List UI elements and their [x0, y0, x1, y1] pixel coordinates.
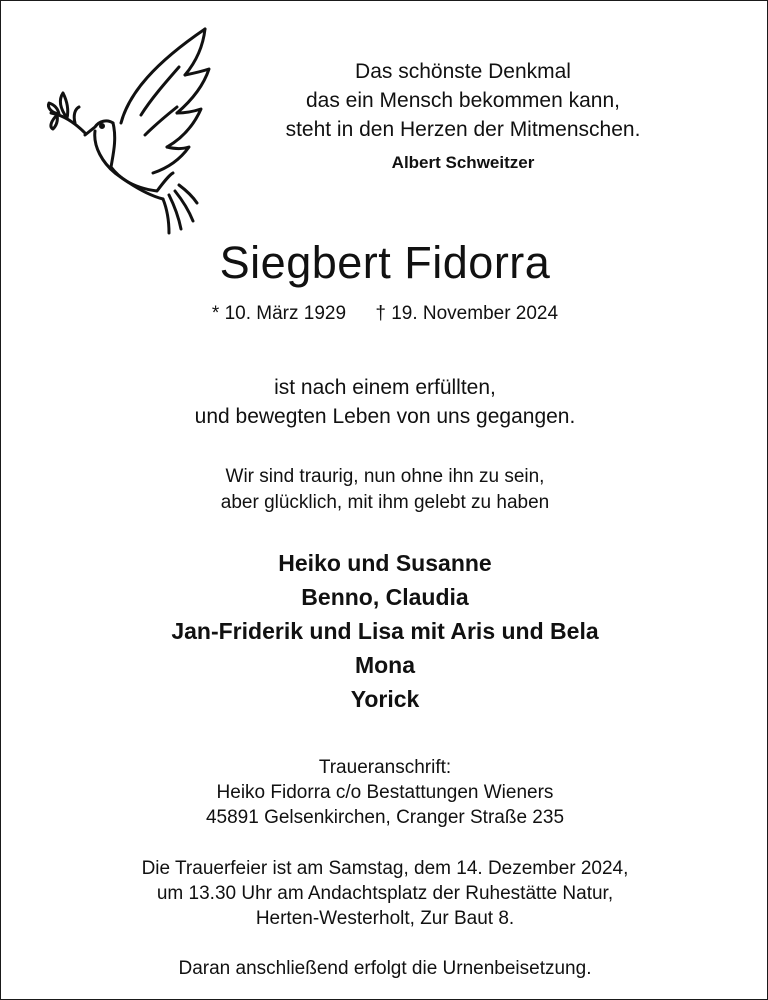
address-line: Traueranschrift:: [318, 757, 452, 778]
life-dates: [1, 303, 768, 325]
family-list: [1, 546, 768, 716]
address-line: Heiko Fidorra c/o Bestattungen Wieners: [216, 782, 554, 803]
text-line: Wir sind traurig, nun ohne ihn zu sein,: [225, 466, 545, 487]
family-member: Mona: [354, 652, 416, 678]
family-member: Benno, Claudia: [301, 584, 469, 610]
ceremony-info: [1, 856, 768, 931]
quote-block: [253, 57, 673, 177]
text-line: aber glücklich, mit ihm gelebt zu haben: [220, 492, 550, 513]
dove-icon: [45, 23, 225, 238]
ceremony-line: Die Trauerfeier ist am Samstag, dem 14. Dezember 2024,: [141, 858, 629, 879]
family-member: Heiko und Susanne: [278, 550, 492, 576]
mourning-address: [1, 755, 768, 830]
deceased-name: Siegbert Fidorra: [219, 237, 551, 288]
ceremony-line: Herten-Westerholt, Zur Baut 8.: [255, 908, 515, 929]
ceremony-line: um 13.30 Uhr am Andachtsplatz der Ruhestätte Natur,: [156, 883, 614, 904]
family-member: Jan-Friderik und Lisa mit Aris und Bela: [171, 618, 599, 644]
quote-line: Das schönste Denkmal: [355, 60, 571, 83]
quote-line: das ein Mensch bekommen kann,: [305, 89, 620, 112]
family-member: Yorick: [350, 686, 420, 712]
address-line: 45891 Gelsenkirchen, Cranger Straße 235: [205, 807, 565, 828]
birth-date: * 10. März 1929: [211, 303, 347, 324]
text-line: und bewegten Leben von uns gegangen.: [194, 405, 576, 428]
mourning-text: [1, 464, 768, 516]
passed-text: [1, 373, 768, 431]
text-line: ist nach einem erfüllten,: [274, 376, 496, 399]
quote-author: Albert Schweitzer: [391, 153, 535, 172]
death-date: † 19. November 2024: [375, 303, 559, 324]
closing-text: Daran anschließend erfolgt die Urnenbeisetzung.: [178, 958, 592, 979]
quote-line: steht in den Herzen der Mitmenschen.: [285, 118, 641, 141]
